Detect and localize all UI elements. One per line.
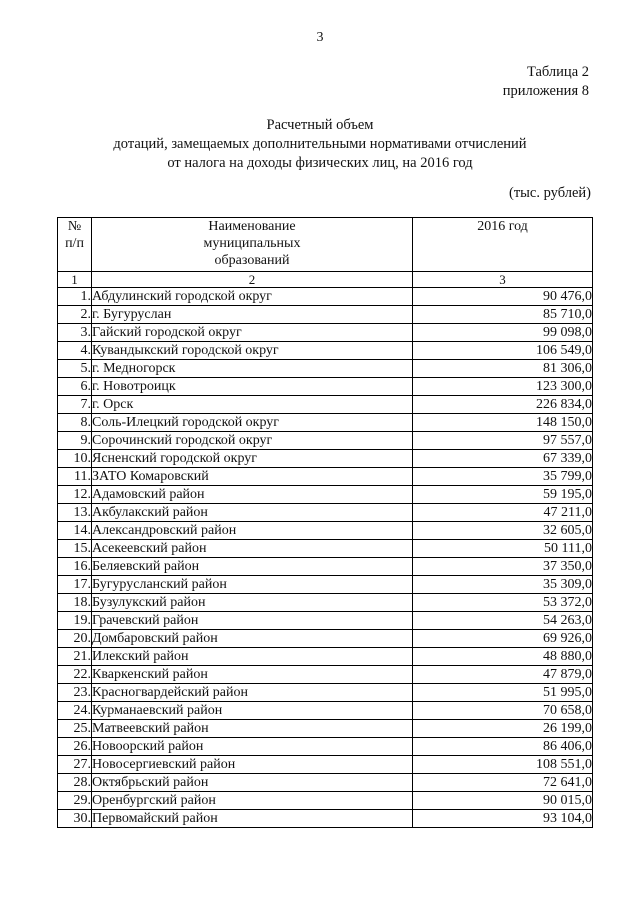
municipality-name: Ясненский городской округ — [92, 450, 413, 468]
subsidy-value: 86 406,0 — [413, 738, 593, 756]
municipality-name: Курманаевский район — [92, 702, 413, 720]
column-index: 2 — [92, 272, 413, 288]
municipality-name: ЗАТО Комаровский — [92, 468, 413, 486]
header-name-line-2: муниципальных — [203, 236, 301, 251]
row-number: 16. — [58, 558, 92, 576]
table-row — [58, 630, 593, 648]
municipality-name: Новоорский район — [92, 738, 413, 756]
table-row — [58, 360, 593, 378]
row-number: 23. — [58, 684, 92, 702]
table-row — [58, 414, 593, 432]
subsidy-value: 70 658,0 — [413, 702, 593, 720]
subsidy-value: 148 150,0 — [413, 414, 593, 432]
row-number: 18. — [58, 594, 92, 612]
municipality-name: Абдулинский городской округ — [92, 288, 413, 306]
table-row — [58, 486, 593, 504]
row-number: 3. — [58, 324, 92, 342]
subsidy-value: 51 995,0 — [413, 684, 593, 702]
municipality-name: г. Медногорск — [92, 360, 413, 378]
table-row — [58, 612, 593, 630]
table-row — [58, 468, 593, 486]
municipality-name: Сорочинский городской округ — [92, 432, 413, 450]
municipality-name: Бугурусланский район — [92, 576, 413, 594]
table-caption — [503, 63, 589, 101]
row-number: 4. — [58, 342, 92, 360]
table-row — [58, 396, 593, 414]
subsidy-value: 47 879,0 — [413, 666, 593, 684]
municipality-name: г. Новотроицк — [92, 378, 413, 396]
subsidy-value: 99 098,0 — [413, 324, 593, 342]
row-number: 12. — [58, 486, 92, 504]
title-line-1: Расчетный объем — [266, 117, 374, 133]
subsidy-value: 226 834,0 — [413, 396, 593, 414]
row-number: 13. — [58, 504, 92, 522]
row-number: 30. — [58, 810, 92, 828]
table-row — [58, 810, 593, 828]
header-name — [92, 218, 413, 272]
title-line-2: дотаций, замещаемых дополнительными нормативами отчислений — [113, 136, 527, 152]
table-row — [58, 774, 593, 792]
header-num-line-1: № — [67, 219, 82, 234]
row-number: 20. — [58, 630, 92, 648]
subsidy-value: 97 557,0 — [413, 432, 593, 450]
table-label: Таблица 2 — [526, 64, 589, 80]
units-label: (тыс. рублей) — [509, 185, 591, 201]
row-number: 5. — [58, 360, 92, 378]
subsidy-value: 59 195,0 — [413, 486, 593, 504]
table-row — [58, 720, 593, 738]
municipality-name: Домбаровский район — [92, 630, 413, 648]
row-number: 19. — [58, 612, 92, 630]
subsidy-value: 50 111,0 — [413, 540, 593, 558]
municipality-name: Кваркенский район — [92, 666, 413, 684]
municipality-name: Адамовский район — [92, 486, 413, 504]
row-number: 22. — [58, 666, 92, 684]
column-index-row — [58, 272, 593, 288]
subsidy-value: 81 306,0 — [413, 360, 593, 378]
title-line-3: от налога на доходы физических лиц, на 2016 год — [167, 155, 473, 171]
subsidy-value: 106 549,0 — [413, 342, 593, 360]
table-row — [58, 756, 593, 774]
municipality-name: Первомайский район — [92, 810, 413, 828]
row-number: 15. — [58, 540, 92, 558]
subsidy-value: 35 309,0 — [413, 576, 593, 594]
column-index: 1 — [58, 272, 92, 288]
table-row — [58, 342, 593, 360]
municipality-name: Кувандыкский городской округ — [92, 342, 413, 360]
subsidy-value: 93 104,0 — [413, 810, 593, 828]
row-number: 1. — [58, 288, 92, 306]
subsidy-value: 72 641,0 — [413, 774, 593, 792]
subsidy-value: 37 350,0 — [413, 558, 593, 576]
subsidy-value: 32 605,0 — [413, 522, 593, 540]
row-number: 27. — [58, 756, 92, 774]
municipality-name: г. Орск — [92, 396, 413, 414]
municipality-name: Октябрьский район — [92, 774, 413, 792]
row-number: 9. — [58, 432, 92, 450]
subsidy-value: 67 339,0 — [413, 450, 593, 468]
table-row — [58, 738, 593, 756]
municipality-name: Акбулакский район — [92, 504, 413, 522]
column-index: 3 — [413, 272, 593, 288]
row-number: 11. — [58, 468, 92, 486]
table-row — [58, 288, 593, 306]
row-number: 28. — [58, 774, 92, 792]
table-row — [58, 324, 593, 342]
header-name-line-3: образований — [214, 253, 290, 268]
header-name-line-1: Наименование — [208, 219, 296, 234]
subsidy-value: 48 880,0 — [413, 648, 593, 666]
row-number: 7. — [58, 396, 92, 414]
municipality-name: Грачевский район — [92, 612, 413, 630]
subsidy-value: 53 372,0 — [413, 594, 593, 612]
row-number: 14. — [58, 522, 92, 540]
municipality-name: Александровский район — [92, 522, 413, 540]
table-row — [58, 432, 593, 450]
header-num — [58, 218, 92, 272]
row-number: 25. — [58, 720, 92, 738]
table-row — [58, 522, 593, 540]
subsidy-value: 90 476,0 — [413, 288, 593, 306]
row-number: 8. — [58, 414, 92, 432]
municipality-name: г. Бугуруслан — [92, 306, 413, 324]
header-year: 2016 год — [413, 218, 593, 272]
table-body — [58, 288, 593, 828]
row-number: 17. — [58, 576, 92, 594]
subsidy-value: 90 015,0 — [413, 792, 593, 810]
page-number: 3 — [316, 30, 324, 45]
table-row — [58, 450, 593, 468]
subsidy-value: 47 211,0 — [413, 504, 593, 522]
table-row — [58, 792, 593, 810]
subsidy-value: 54 263,0 — [413, 612, 593, 630]
table-row — [58, 594, 593, 612]
municipality-name: Беляевский район — [92, 558, 413, 576]
subsidy-value: 108 551,0 — [413, 756, 593, 774]
table-row — [58, 576, 593, 594]
table-row — [58, 558, 593, 576]
row-number: 24. — [58, 702, 92, 720]
table-row — [58, 504, 593, 522]
row-number: 6. — [58, 378, 92, 396]
document-title — [0, 116, 640, 173]
municipality-name: Оренбургский район — [92, 792, 413, 810]
row-number: 2. — [58, 306, 92, 324]
table-row — [58, 666, 593, 684]
row-number: 26. — [58, 738, 92, 756]
municipality-name: Гайский городской округ — [92, 324, 413, 342]
municipality-name: Бузулукский район — [92, 594, 413, 612]
appendix-label: приложения 8 — [502, 83, 589, 99]
municipality-name: Новосергиевский район — [92, 756, 413, 774]
subsidy-value: 123 300,0 — [413, 378, 593, 396]
header-num-line-2: п/п — [65, 236, 84, 251]
table-row — [58, 684, 593, 702]
municipality-name: Асекеевский район — [92, 540, 413, 558]
table-row — [58, 540, 593, 558]
subsidy-table — [57, 217, 593, 828]
municipality-name: Матвеевский район — [92, 720, 413, 738]
row-number: 29. — [58, 792, 92, 810]
subsidy-value: 26 199,0 — [413, 720, 593, 738]
subsidy-value: 69 926,0 — [413, 630, 593, 648]
subsidy-value: 35 799,0 — [413, 468, 593, 486]
municipality-name: Соль-Илецкий городской округ — [92, 414, 413, 432]
table-row — [58, 378, 593, 396]
row-number: 21. — [58, 648, 92, 666]
table-row — [58, 648, 593, 666]
municipality-name: Красногвардейский район — [92, 684, 413, 702]
table-row — [58, 702, 593, 720]
table-row — [58, 306, 593, 324]
table-header-row — [58, 218, 593, 272]
row-number: 10. — [58, 450, 92, 468]
municipality-name: Илекский район — [92, 648, 413, 666]
subsidy-value: 85 710,0 — [413, 306, 593, 324]
